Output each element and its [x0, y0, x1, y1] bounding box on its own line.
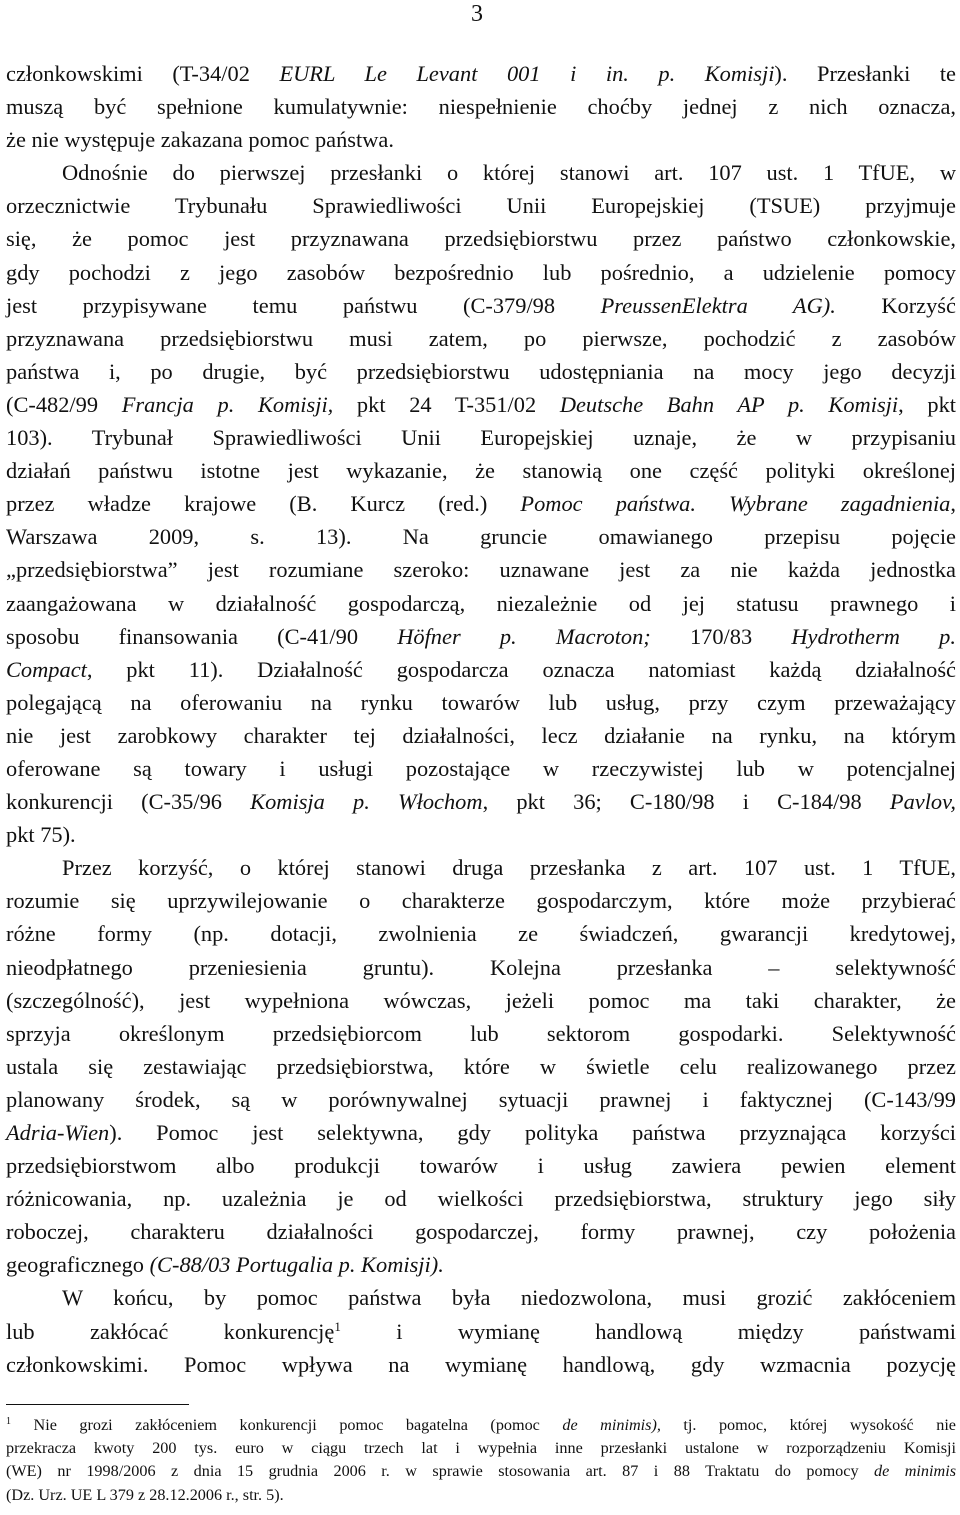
text-segment: Odnośnie do pierwszej przesłanki o której stanowi art. 107 ust. 1 TfUE, w: [62, 160, 956, 186]
text-segment: roboczej, charakteru działalności gospodarczej, formy prawnej, czy położenia: [6, 1219, 956, 1245]
text-line: [6, 1348, 956, 1381]
text-segment: przez władze krajowe (B. Kurcz (red.): [6, 491, 521, 517]
text-line: [6, 189, 956, 222]
text-segment: polegającą na oferowaniu na rynku towarów lub usług, przy czym przeważający: [6, 689, 956, 715]
footnote-line: [6, 1437, 956, 1460]
text-segment: ). Pomoc jest selektywna, gdy polityka państwa przyznająca korzyści: [109, 1120, 956, 1145]
text-line: [6, 917, 956, 950]
text-segment: (szczególność), jest wypełniona wówczas, jeżeli pomoc ma taki charakter, że: [6, 987, 956, 1013]
italic-text: (C-88/03 Portugalia p. Komisji).: [149, 1252, 444, 1278]
text-line: [6, 686, 956, 719]
text-segment: przekracza kwoty 200 tys. euro w ciągu trzech lat i wypełnia inne przesłanki ustalone w rozporządzeniu Komisji: [6, 1439, 956, 1458]
text-segment: państwa i, po drugie, być przedsiębiorstwu udostępniania na mocy jego decyzji: [6, 358, 956, 384]
text-segment: , pkt 11). Działalność gospodarcza oznacza natomiast każdą działalność: [86, 656, 956, 682]
text-line: [6, 884, 956, 917]
italic-text: de minimis: [874, 1462, 956, 1481]
text-segment: , pkt: [898, 391, 956, 417]
italic-text: Adria-Wien: [6, 1120, 110, 1145]
text-segment: tj. pomoc, której wysokość nie: [660, 1416, 956, 1434]
text-line: [6, 553, 956, 586]
text-line: [6, 1248, 956, 1281]
italic-text: Komisja p. Włochom: [250, 789, 483, 815]
text-line: [6, 587, 956, 620]
text-line: [6, 123, 956, 156]
text-segment: „przedsiębiorstwa” jest rozumiane szeroko: uznawane jest za nie każda jednostka: [6, 557, 956, 583]
text-segment: pkt 75).: [6, 822, 76, 848]
text-segment: ). Przesłanki te: [774, 61, 956, 86]
main-text: [6, 57, 956, 1381]
italic-text: EURL Le Levant 001 i in. p. Komisji: [279, 61, 775, 86]
text-segment: , pkt 36; C-180/98 i C-184/98: [482, 789, 890, 815]
text-segment: (WE) nr 1998/2006 z dnia 15 grudnia 2006 r. w sprawie stosowania art. 87 i 88 Traktatu do pomocy: [6, 1462, 874, 1481]
text-segment: oferowane są towary i usługi pozostające w rzeczywistej lub w potencjalnej: [6, 755, 956, 781]
text-line: [6, 1281, 956, 1314]
text-segment: 103). Trybunał Sprawiedliwości Unii Europejskiej uznaje, że w przypisaniu: [6, 425, 956, 451]
text-segment: działań państwu istotne jest wykazanie, że stanowią one część polityki określonej: [6, 458, 956, 484]
text-line: [6, 818, 956, 851]
text-line: [6, 421, 956, 454]
text-line: [6, 355, 956, 388]
text-segment: ,: [950, 491, 956, 517]
text-segment: członkowskimi. Pomoc wpływa na wymianę handlową, gdy wzmacnia pozycję: [6, 1351, 956, 1377]
text-line: [6, 851, 956, 884]
text-line: [6, 520, 956, 553]
text-segment: Warszawa 2009, s. 13). Na gruncie omawianego przepisu pojęcie: [6, 524, 956, 550]
text-line: [6, 1315, 956, 1348]
text-segment: Przez korzyść, o której stanowi druga przesłanka z art. 107 ust. 1 TfUE,: [62, 855, 956, 881]
text-segment: (Dz. Urz. UE L 379 z 28.12.2006 r., str. 5).: [6, 1485, 284, 1504]
text-segment: sprzyja określonym przedsiębiorcom lub sektorom gospodarki. Selektywność: [6, 1020, 956, 1046]
text-segment: różnicowania, np. uzależnia je od wielkości przedsiębiorstwa, struktury jego siły: [6, 1186, 956, 1212]
text-line: [6, 222, 956, 255]
text-line: [6, 388, 956, 421]
text-segment: pkt 24 T-351/02: [333, 391, 560, 417]
text-segment: (C-482/99: [6, 391, 122, 417]
text-segment: przedsiębiorstwom albo produkcji towarów i usług zawiera pewien element: [6, 1153, 956, 1179]
text-segment: ustala się zestawiając przedsiębiorstwa, które w świetle celu realizowanego przez: [6, 1053, 956, 1079]
text-segment: rozumie się uprzywilejowanie o charakterze gospodarczym, które może przybierać: [6, 888, 956, 914]
text-line: [6, 487, 956, 520]
text-line: [6, 620, 956, 653]
text-segment: Nie grozi zakłóceniem konkurencji pomoc bagatelna (pomoc: [11, 1416, 563, 1434]
text-segment: geograficznego: [6, 1252, 150, 1278]
text-segment: sposobu finansowania (C-41/90: [6, 623, 398, 649]
text-segment: członkowskimi (T-34/02: [6, 61, 280, 86]
text-segment: konkurencji (C-35/96: [6, 789, 251, 815]
text-line: [6, 1017, 956, 1050]
text-segment: nieodpłatnego przeniesienia gruntu). Kolejna przesłanka – selektywność: [6, 954, 956, 980]
text-segment: jest przypisywane temu państwu (C-379/98: [6, 292, 601, 318]
text-line: [6, 322, 956, 355]
page-number: 3: [471, 1, 483, 27]
text-line: [6, 156, 956, 189]
text-segment: gdy pochodzi z jego zasobów bezpośrednio lub pośrednio, a udzielenie pomocy: [6, 259, 956, 285]
text-segment: lub zakłócać konkurencję: [6, 1318, 335, 1344]
italic-text: de minimis),: [562, 1416, 661, 1434]
italic-text: Pomoc państwa. Wybrane zagadnienia: [520, 491, 951, 517]
text-line: [6, 752, 956, 785]
footnote-line: [6, 1484, 956, 1507]
text-line: [6, 57, 956, 90]
text-segment: przyznawana przedsiębiorstwu musi zatem, po pierwsze, pochodzić z zasobów: [6, 325, 956, 351]
text-line: [6, 1182, 956, 1215]
text-line: [6, 90, 956, 123]
text-line: [6, 1215, 956, 1248]
text-segment: nie jest zarobkowy charakter tej działalności, lecz działanie na rynku, na którym: [6, 722, 956, 748]
text-segment: Korzyść: [835, 292, 956, 318]
text-line: [6, 719, 956, 752]
italic-text: Hydrotherm p.: [791, 623, 956, 649]
italic-text: Höfner p. Macroton;: [397, 623, 651, 649]
italic-text: Francja p. Komisji,: [121, 391, 334, 417]
text-segment: planowany środek, są w porównywalnej sytuacji prawnej i faktycznej (C-143/99: [6, 1086, 956, 1112]
text-line: [6, 653, 956, 686]
text-segment: 170/83: [650, 623, 792, 649]
italic-text: Pavlov,: [889, 789, 956, 815]
footnote-separator: [6, 1404, 189, 1405]
text-segment: zaangażowana w działalność gospodarczą, niezależnie od jej statusu prawnego i: [6, 590, 956, 616]
text-segment: różne formy (np. dotacji, zwolnienia ze świadczeń, gwarancji kredytowej,: [6, 921, 956, 947]
footnotes: [6, 1414, 956, 1507]
footnote-marker: 1: [6, 1416, 11, 1427]
text-segment: W końcu, by pomoc państwa była niedozwolona, musi grozić zakłóceniem: [62, 1285, 956, 1311]
text-line: [6, 454, 956, 487]
text-line: [6, 951, 956, 984]
text-line: [6, 785, 956, 818]
footnote-line: [6, 1414, 956, 1437]
text-segment: że nie występuje zakazana pomoc państwa.: [6, 127, 394, 153]
text-line: [6, 256, 956, 289]
text-segment: się, że pomoc jest przyznawana przedsiębiorstwu przez państwo członkowskie,: [6, 226, 956, 252]
footnote-marker: 1: [334, 1318, 341, 1334]
italic-text: PreussenElektra AG).: [600, 292, 836, 318]
text-segment: orzecznictwie Trybunału Sprawiedliwości Unii Europejskiej (TSUE) przyjmuje: [6, 193, 956, 219]
text-segment: i wymianę handlową między państwami: [340, 1318, 956, 1344]
text-line: [6, 1116, 956, 1149]
italic-text: Deutsche Bahn AP p. Komisji: [559, 391, 899, 417]
text-line: [6, 1050, 956, 1083]
text-line: [6, 289, 956, 322]
text-line: [6, 984, 956, 1017]
italic-text: Compact: [6, 656, 87, 682]
footnote-line: [6, 1460, 956, 1483]
text-line: [6, 1083, 956, 1116]
text-segment: muszą być spełnione kumulatywnie: niespełnienie choćby jednej z nich oznacza,: [6, 94, 956, 120]
text-line: [6, 1149, 956, 1182]
